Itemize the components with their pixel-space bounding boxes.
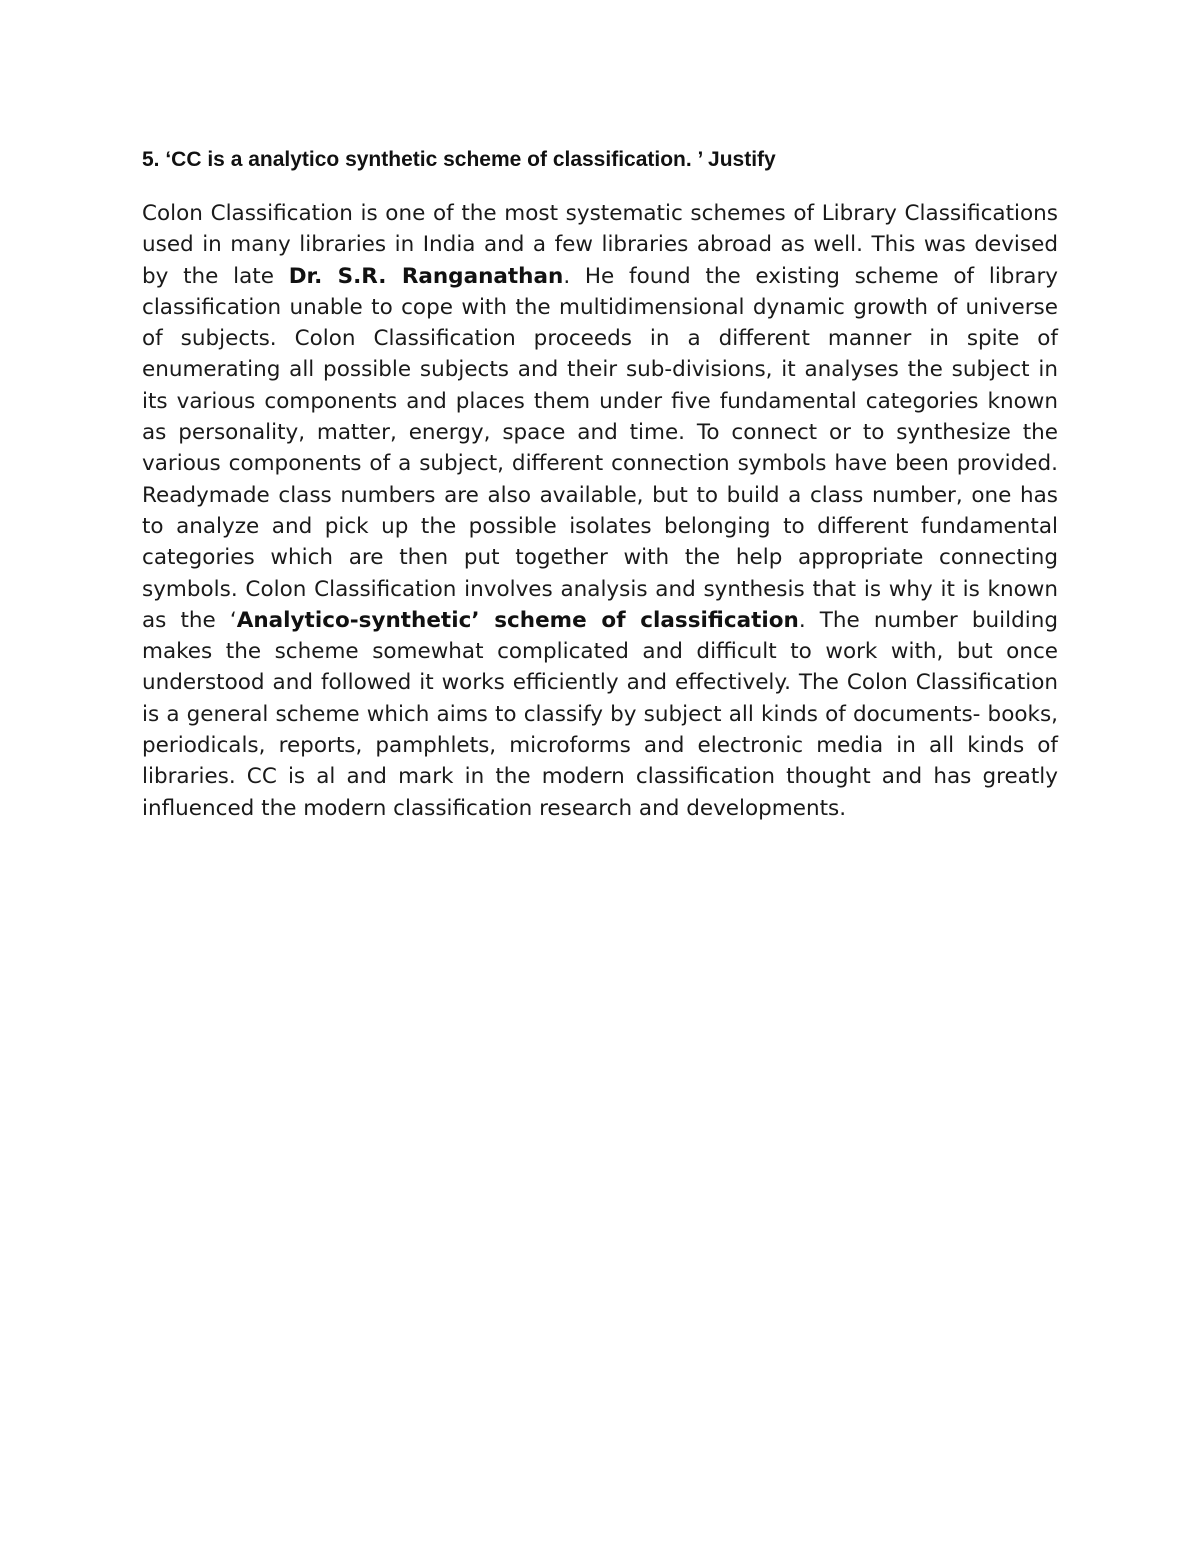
analytico-synthetic-term: Analytico-synthetic’ scheme of classification bbox=[236, 607, 799, 633]
paragraph-text-2: . He found the existing scheme of library classification unable to cope with the multidimensional dynamic growth of universe of subjects. Colon Classification proceeds in a different manner in spite of enumerating all possible subjects and their sub-divisions, it analyses the subject in its various components and places them under five fundamental categories known as personality, matter, energy, space and time. To connect or to synthesize the various components of a subject, different connection symbols have been provided. Readymade class numbers are also available, but to build a class number, one has to analyze and pick up the possible isolates belonging to different fundamental categories which are then put together with the help appropriate connecting symbols. Colon Classification involves analysis and synthesis that is why it is known as the ‘ bbox=[142, 263, 1059, 633]
paragraph-text-1: Colon Classification is one of the most systematic schemes of Library Classifications used in many libraries in India and a few libraries abroad as well. This was devised by the late bbox=[142, 201, 1058, 289]
question-heading: 5. ‘CC is a analytico synthetic scheme of classification. ’ Justify bbox=[142, 148, 776, 171]
paragraph-text-3: . The number building makes the scheme somewhat complicated and difficult to work with, but once understood and followed it works efficiently and effectively. The Colon Classification is a general scheme which aims to classify by subject all kinds of documents- books, periodicals, reports, pamphlets, microforms and electronic media in all kinds of libraries. CC is al and mark in the modern classification thought and has greatly influenced the modern classification research and developments. bbox=[142, 607, 1058, 821]
author-name: Dr. S.R. Ranganathan bbox=[288, 263, 564, 289]
answer-paragraph bbox=[142, 198, 1058, 824]
